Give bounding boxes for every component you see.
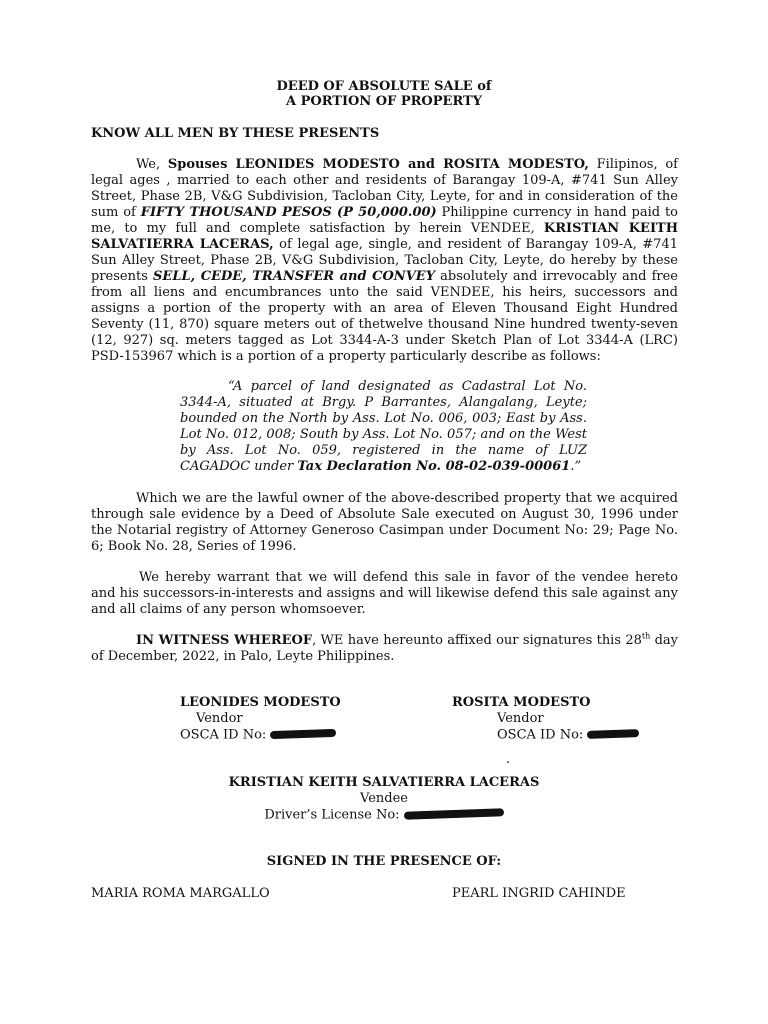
document-title-line2: A PORTION OF PROPERTY bbox=[286, 94, 482, 109]
quote-text-b: .” bbox=[570, 459, 582, 474]
vendor2-name: ROSITA MODESTO bbox=[452, 695, 591, 710]
paragraph-sale-terms bbox=[91, 157, 678, 365]
vendee-id bbox=[0, 807, 768, 824]
paragraph-warranty: We hereby warrant that we will defend this sale in favor of the vendee hereto and his successors-in-interests and assigns and will likewise defend this sale against any and all claims of any person whomsoever. bbox=[91, 570, 678, 617]
signed-in-presence-heading: SIGNED IN THE PRESENCE OF: bbox=[266, 854, 502, 869]
vendor2-id-label: OSCA ID No: bbox=[497, 727, 588, 743]
redaction-mark bbox=[270, 727, 336, 743]
p1-text-a: We, bbox=[136, 157, 168, 172]
opening-heading: KNOW ALL MEN BY THESE PRESENTS bbox=[91, 126, 380, 141]
redaction-mark bbox=[404, 807, 504, 823]
p1-text-e: absolutely and irrevocably and free from all liens and encumbrances unto the said VENDEE, his heirs, successors and assigns a portion of the property with an area of Eleven Thousand Eight Hundred Seventy (11, 870) square meters out of thetwelve thousand Nine hundred twenty-seven (12, 927) sq. meters tagged as Lot 3344-A-3 under Sketch Plan of Lot 3344-A (LRC) PSD-153967 which is a portion of a property particularly describe as follows: bbox=[91, 269, 679, 364]
vendee-signature-name: KRISTIAN KEITH SALVATIERRA LACERAS bbox=[228, 775, 540, 790]
conveyance-verbs: SELL, CEDE, TRANSFER and CONVEY bbox=[153, 269, 435, 284]
vendee-signature-block bbox=[0, 775, 768, 824]
paragraph-witness-whereof bbox=[91, 633, 678, 665]
vendee-name: KRISTIAN KEITH SALVATIERRA LACERAS, bbox=[91, 221, 678, 252]
vendor1-id bbox=[180, 727, 341, 744]
p1-text-d: of legal age, single, and resident of Barangay 109-A, #741 Sun Alley Street, Phase 2B, V&G Subdivision, Tacloban City, Leyte, do hereby by these presents bbox=[91, 237, 679, 284]
vendee-role: Vendee bbox=[360, 791, 408, 806]
vendor2-id bbox=[452, 727, 639, 744]
p1-text-c: Philippine currency in hand paid to me, to my full and complete satisfaction by herein VENDEE, bbox=[91, 205, 678, 236]
stray-dot: . bbox=[506, 752, 511, 767]
sale-amount: FIFTY THOUSAND PESOS (P 50,000.00) bbox=[140, 205, 437, 220]
witness1-name: MARIA ROMA MARGALLO bbox=[91, 886, 270, 901]
p4-text-b: day of December, 2022, in Palo, Leyte Philippines. bbox=[91, 633, 679, 664]
document-title-line1: DEED OF ABSOLUTE SALE of bbox=[276, 79, 492, 94]
witness-whereof-lead: IN WITNESS WHEREOF bbox=[136, 633, 313, 648]
vendee-id-label: Driver’s License No: bbox=[264, 807, 404, 823]
vendor2-role: Vendor bbox=[497, 711, 544, 726]
tax-declaration: Tax Declaration No. 08-02-039-00061 bbox=[297, 459, 571, 474]
vendor-spouses-names: Spouses LEONIDES MODESTO and ROSITA MODESTO, bbox=[167, 157, 589, 172]
quote-text-a: “A parcel of land designated as Cadastral Lot No. 3344-A, situated at Brgy. P Barrantes, Alangalang, Leyte; bounded on the North by Ass. Lot No. 006, 003; East by Ass. Lot No. 012, 008; South by Ass. Lot No. 057; and on the West by Ass. Lot No. 059, registered in the name of LUZ CAGADOC under bbox=[180, 379, 587, 474]
p1-text-b: Filipinos, of legal ages , married to each other and residents of Barangay 109-A, #741 Sun Alley Street, Phase 2B, V&G Subdivision, Tacloban City, Leyte, for and in consideration of the sum of bbox=[91, 157, 678, 220]
witness2-name: PEARL INGRID CAHINDE bbox=[452, 886, 626, 901]
p4-text-a: , WE have hereunto affixed our signatures this 28 bbox=[312, 633, 642, 648]
vendor1-role: Vendor bbox=[196, 711, 243, 726]
ordinal-suffix: th bbox=[641, 631, 651, 641]
vendor1-name: LEONIDES MODESTO bbox=[180, 695, 341, 710]
property-description-quote bbox=[180, 379, 587, 475]
vendor1-id-label: OSCA ID No: bbox=[180, 727, 271, 743]
vendor1-signature-block bbox=[180, 695, 341, 744]
paragraph-ownership: Which we are the lawful owner of the above-described property that we acquired through sale evidence by a Deed of Absolute Sale executed on August 30, 1996 under the Notarial registry of Attorney Generoso Casimpan under Document No: 29; Page No. 6; Book No. 28, Series of 1996. bbox=[91, 491, 678, 554]
redaction-mark bbox=[587, 727, 639, 743]
vendor2-signature-block bbox=[452, 695, 639, 744]
